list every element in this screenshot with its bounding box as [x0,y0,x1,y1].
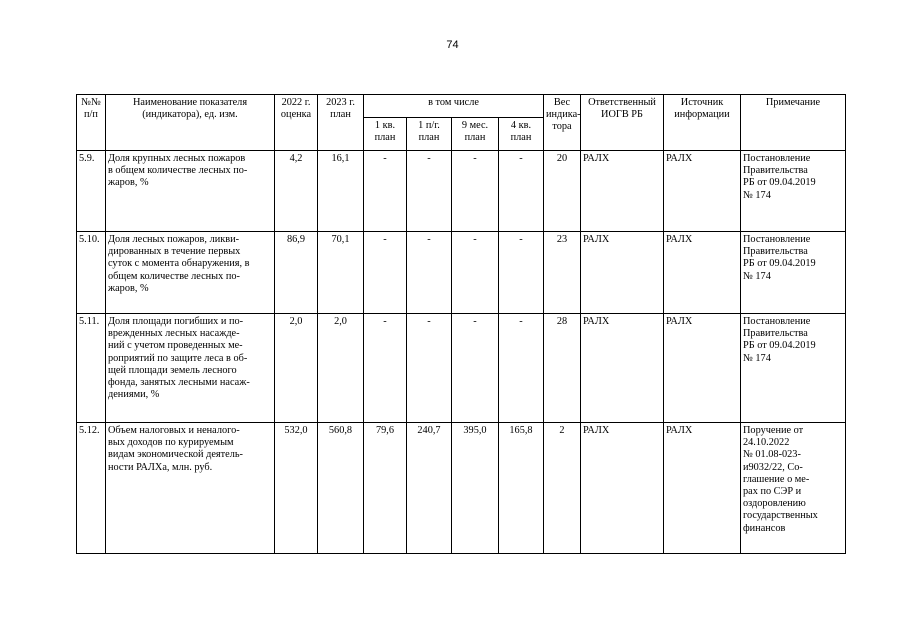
row-9m: - [452,232,499,314]
row-h1: - [407,151,452,232]
row-9m: - [452,151,499,232]
header-q1: 1 кв. план [364,118,407,151]
table-header-row [77,95,846,118]
header-including: в том числе [364,95,544,118]
table-row [77,232,846,314]
row-note: Постановление Правительства РБ от 09.04.2019 № 174 [741,314,846,423]
row-9m: 395,0 [452,423,499,554]
row-2022: 532,0 [275,423,318,554]
row-num: 5.12. [77,423,106,554]
row-2023: 70,1 [318,232,364,314]
row-q4: - [499,232,544,314]
row-2023: 16,1 [318,151,364,232]
row-q1: - [364,314,407,423]
row-responsible: РАЛХ [581,423,664,554]
header-source: Источник информации [664,95,741,151]
row-q1: 79,6 [364,423,407,554]
header-2022: 2022 г. оценка [275,95,318,151]
header-9m: 9 мес. план [452,118,499,151]
row-name: Доля лесных пожаров, ликви- дированных в течение первых суток с момента обнаружения, в общем количестве лесных по- жаров, % [106,232,275,314]
row-name: Доля крупных лесных пожаров в общем количестве лесных по- жаров, % [106,151,275,232]
row-note: Постановление Правительства РБ от 09.04.2019 № 174 [741,151,846,232]
page-number: 74 [446,39,459,51]
row-h1: - [407,314,452,423]
row-9m: - [452,314,499,423]
row-responsible: РАЛХ [581,232,664,314]
row-weight: 28 [544,314,581,423]
indicators-table [76,94,846,554]
row-2023: 2,0 [318,314,364,423]
header-num: №№ п/п [77,95,106,151]
row-responsible: РАЛХ [581,151,664,232]
row-2022: 2,0 [275,314,318,423]
row-2022: 4,2 [275,151,318,232]
row-source: РАЛХ [664,314,741,423]
row-h1: - [407,232,452,314]
header-name: Наименование показателя (индикатора), ед. изм. [106,95,275,151]
table-row [77,423,846,554]
row-responsible: РАЛХ [581,314,664,423]
header-h1: 1 п/г. план [407,118,452,151]
header-2023: 2023 г. план [318,95,364,151]
header-q4: 4 кв. план [499,118,544,151]
row-q4: - [499,151,544,232]
row-q1: - [364,232,407,314]
row-note: Постановление Правительства РБ от 09.04.2019 № 174 [741,232,846,314]
row-2022: 86,9 [275,232,318,314]
row-num: 5.10. [77,232,106,314]
header-note: Примечание [741,95,846,151]
row-weight: 23 [544,232,581,314]
row-note: Поручение от 24.10.2022 № 01.08-023- и9032/22, Со- глашение о ме- рах по СЭР и оздоровлению государственных финансов [741,423,846,554]
header-responsible: Ответственный ИОГВ РБ [581,95,664,151]
row-weight: 2 [544,423,581,554]
row-q4: 165,8 [499,423,544,554]
row-source: РАЛХ [664,232,741,314]
table-row [77,314,846,423]
row-q1: - [364,151,407,232]
row-name: Доля площади погибших и по- врежденных лесных насажде- ний с учетом проведенных ме- роприятий по защите леса в об- щей площади земель лесного фонда, занятых лесными насаж- дениями, % [106,314,275,423]
row-q4: - [499,314,544,423]
row-2023: 560,8 [318,423,364,554]
row-h1: 240,7 [407,423,452,554]
row-num: 5.9. [77,151,106,232]
row-weight: 20 [544,151,581,232]
row-source: РАЛХ [664,423,741,554]
row-name: Объем налоговых и неналого- вых доходов по курируемым видам экономической деятель- ности РАЛХа, млн. руб. [106,423,275,554]
row-source: РАЛХ [664,151,741,232]
row-num: 5.11. [77,314,106,423]
table-row [77,151,846,232]
header-weight: Вес индика- тора [544,95,581,151]
